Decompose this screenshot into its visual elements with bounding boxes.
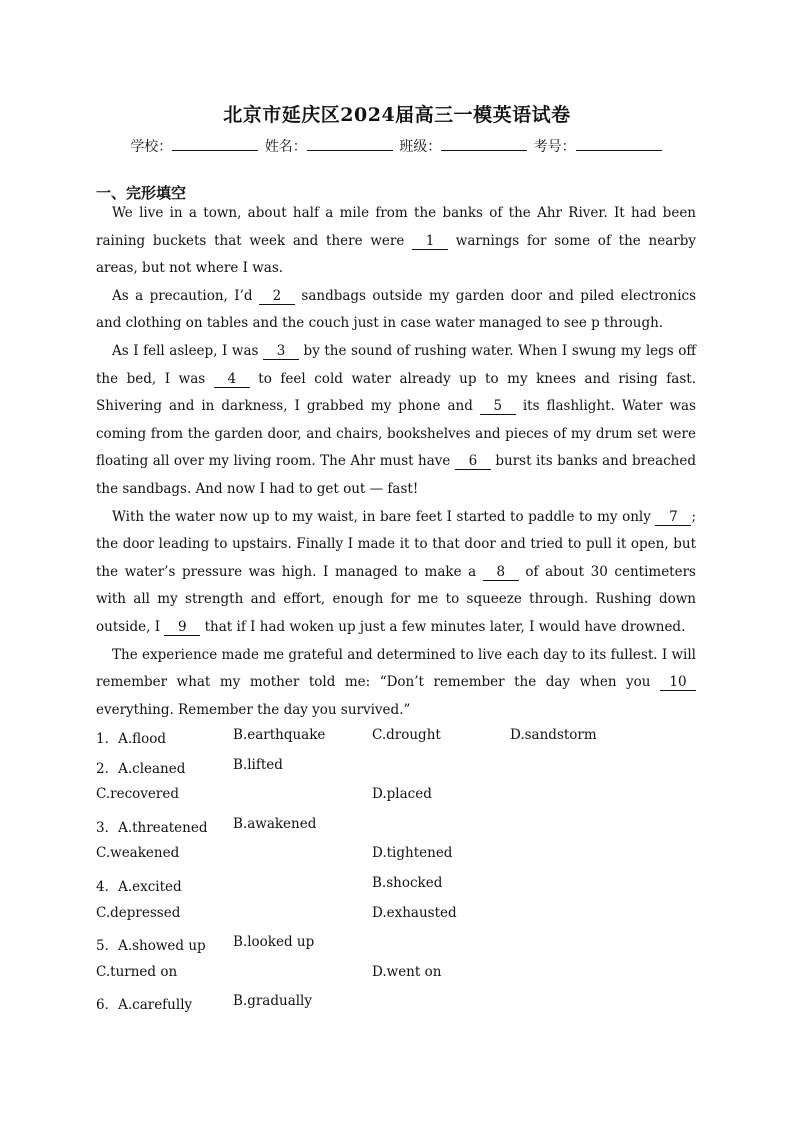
paragraph-3: As I fell asleep, I was 3 by the sound of rushing water. When I swung my legs off the bed, I was 4 to feel cold water already up to my knees and rising fast. Shivering and in darkness, I grabbed my phone and 5 its flashlight. Water was coming from the garden door, and chairs, bookshelves and pieces of my drum set were floating all over my living room. The Ahr must have 6 burst its banks and breached the sandbags. And now I had to get out — fast! (96, 342, 697, 497)
question-row (96, 964, 696, 994)
school-blank[interactable] (172, 138, 258, 151)
blank-4: 4 (214, 371, 250, 388)
option[interactable]: B.earthquake (233, 727, 326, 743)
question-row (96, 845, 696, 875)
option[interactable]: 3．A.threatened (96, 819, 208, 836)
section-title: 一、完形填空 (96, 184, 187, 202)
school-label: 学校： (130, 139, 173, 155)
blank-7: 7 (655, 509, 691, 526)
paragraph-1: We live in a town, about half a mile from the banks of the Ahr River. It had been raining buckets that week and there were 1 warnings for some of the nearby areas, but not where I was. (96, 205, 696, 277)
exam-title: 北京市延庆区2024届高三一模英语试卷 (223, 104, 571, 126)
student-info-line (0, 136, 794, 156)
option[interactable]: 1．A.flood (96, 731, 167, 747)
option[interactable]: B.shocked (372, 874, 443, 891)
class-label: 班级： (399, 139, 442, 155)
question-row (96, 757, 696, 787)
option[interactable]: 5．A.showed up (96, 938, 206, 955)
question-row (96, 934, 696, 964)
question-row (96, 905, 696, 935)
option[interactable]: B.looked up (233, 934, 315, 951)
paragraph-5: The experience made me grateful and determined to live each day to its fullest. I will remember what my mother told me: “Don’t remember the day when you 10 everything. Remember the day you survived.” (96, 646, 696, 718)
paragraph-2: As a precaution, I’d 2 sandbags outside my garden door and piled electronics and clothing on tables and the couch just in case water managed to see p through. (96, 287, 697, 332)
option[interactable]: D.sandstorm (510, 727, 597, 743)
blank-1: 1 (412, 233, 448, 250)
blank-8: 8 (483, 564, 519, 581)
cloze-passage (96, 200, 696, 724)
number-label: 考号： (533, 139, 576, 155)
blank-6: 6 (455, 453, 491, 470)
question-list (96, 727, 696, 1023)
class-blank[interactable] (441, 138, 527, 151)
option[interactable]: C.depressed (96, 904, 181, 921)
question-row (96, 727, 696, 757)
option[interactable]: C.turned on (96, 963, 178, 980)
option[interactable]: D.went on (372, 963, 442, 980)
option[interactable]: 2．A.cleaned (96, 760, 186, 777)
blank-10: 10 (660, 674, 696, 691)
blank-3: 3 (263, 343, 299, 360)
option[interactable]: C.drought (372, 727, 441, 743)
blank-2: 2 (259, 288, 295, 305)
paragraph-4: With the water now up to my waist, in bare feet I started to paddle to my only 7 ; the door leading to upstairs. Finally I made it to that door and tried to pull it open, but the water’s pressure was high. I managed to make a 8 of about 30 centimeters with all my strength and effort, enough for me to squeeze through. Rushing down outside, I 9 that if I had woken up just a few minutes later, I would have drowned. (96, 508, 696, 635)
option[interactable]: D.tightened (372, 845, 453, 862)
name-label: 姓名： (264, 139, 307, 155)
blank-9: 9 (164, 619, 200, 636)
option[interactable]: D.placed (372, 786, 432, 803)
option[interactable]: C.weakened (96, 845, 180, 862)
option[interactable]: B.gradually (233, 993, 313, 1010)
question-row (96, 816, 696, 846)
option[interactable]: B.lifted (233, 756, 283, 773)
question-row (96, 993, 696, 1023)
blank-5: 5 (480, 398, 516, 415)
question-row (96, 875, 696, 905)
option[interactable]: B.awakened (233, 815, 317, 832)
option[interactable]: 6．A.carefully (96, 997, 193, 1014)
option[interactable]: 4．A.excited (96, 878, 182, 895)
name-blank[interactable] (307, 138, 393, 151)
number-blank[interactable] (576, 138, 662, 151)
question-row (96, 786, 696, 816)
option[interactable]: D.exhausted (372, 904, 457, 921)
option[interactable]: C.recovered (96, 786, 179, 803)
